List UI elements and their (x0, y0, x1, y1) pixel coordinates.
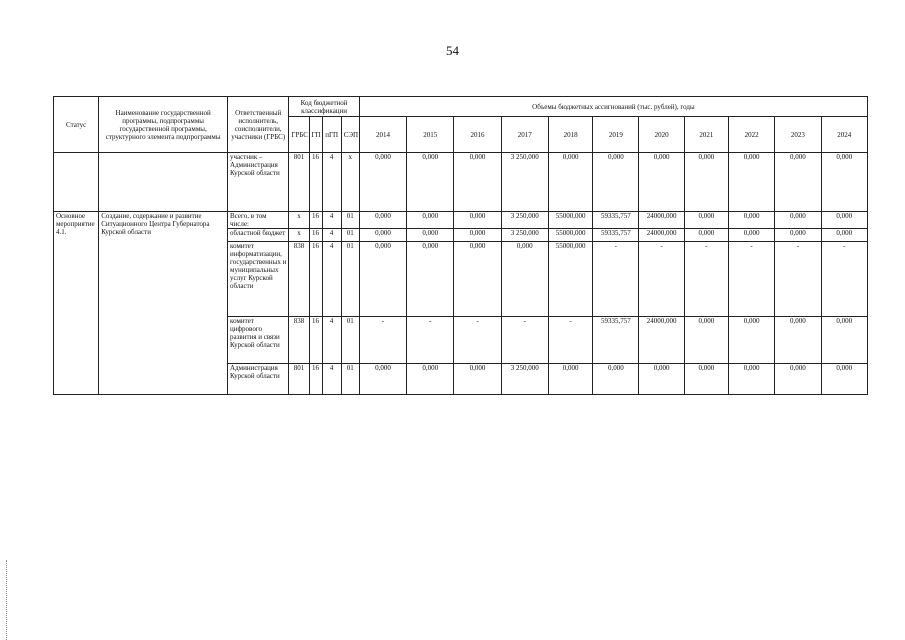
code-cell: 16 (309, 242, 322, 317)
value-cell: 0,000 (593, 364, 639, 395)
value-cell: 3 250,000 (501, 212, 548, 229)
header-code-sep: СЭП (341, 117, 359, 153)
value-cell: 24000,000 (639, 317, 684, 364)
value-cell: 0,000 (407, 364, 454, 395)
code-cell: х (289, 229, 309, 242)
value-cell: 0,000 (684, 317, 728, 364)
value-cell: 0,000 (548, 364, 592, 395)
value-cell: 3 250,000 (501, 364, 548, 395)
value-cell: 0,000 (728, 364, 774, 395)
value-cell: 55000,000 (548, 212, 592, 229)
value-cell: 0,000 (454, 153, 501, 212)
table-row (54, 153, 868, 212)
code-cell: х (341, 153, 359, 212)
value-cell: 0,000 (821, 364, 868, 395)
executor-cell: участник – Администрация Курской области (228, 153, 289, 212)
header-year-2015: 2015 (407, 117, 454, 153)
code-cell: 16 (309, 212, 322, 229)
code-cell: 4 (322, 364, 341, 395)
header-year-2022: 2022 (728, 117, 774, 153)
value-cell: 0,000 (775, 364, 821, 395)
header-code-pgp: пГП (322, 117, 341, 153)
code-cell: 16 (309, 153, 322, 212)
value-cell: 0,000 (407, 153, 454, 212)
value-cell: 24000,000 (639, 229, 684, 242)
header-year-2018: 2018 (548, 117, 592, 153)
value-cell: 24000,000 (639, 212, 684, 229)
code-cell: 01 (341, 317, 359, 364)
value-cell: 0,000 (407, 242, 454, 317)
value-cell: 0,000 (728, 153, 774, 212)
measure-status-cell: Основное мероприятие 4.1. (54, 212, 99, 395)
header-code-grbs: ГРБС (289, 117, 309, 153)
code-cell: 4 (322, 212, 341, 229)
value-cell: 0,000 (454, 229, 501, 242)
code-cell: 838 (289, 317, 309, 364)
value-cell: 0,000 (407, 212, 454, 229)
code-cell: 4 (322, 153, 341, 212)
code-cell: х (289, 212, 309, 229)
value-cell: 0,000 (454, 242, 501, 317)
value-cell: 0,000 (593, 153, 639, 212)
value-cell: - (359, 317, 406, 364)
value-cell: 0,000 (454, 212, 501, 229)
header-year-2020: 2020 (639, 117, 684, 153)
value-cell: 0,000 (359, 242, 406, 317)
value-cell: 0,000 (501, 242, 548, 317)
executor-cell: Всего, в том числе: (228, 212, 289, 229)
code-cell: 4 (322, 242, 341, 317)
value-cell: 0,000 (775, 153, 821, 212)
value-cell: 0,000 (359, 364, 406, 395)
value-cell: 0,000 (821, 317, 868, 364)
value-cell: 0,000 (639, 153, 684, 212)
page-number: 54 (446, 43, 459, 58)
value-cell: 0,000 (639, 364, 684, 395)
value-cell: 0,000 (684, 229, 728, 242)
value-cell: 0,000 (728, 317, 774, 364)
header-year-2024: 2024 (821, 117, 868, 153)
code-cell: 16 (309, 317, 322, 364)
code-cell: 01 (341, 242, 359, 317)
value-cell: 0,000 (684, 212, 728, 229)
value-cell: 0,000 (359, 229, 406, 242)
header-code-gp: ГП (309, 117, 322, 153)
code-cell: 4 (322, 317, 341, 364)
value-cell: 59335,757 (593, 212, 639, 229)
code-cell: 01 (341, 212, 359, 229)
value-cell: - (548, 317, 592, 364)
value-cell: 3 250,000 (501, 229, 548, 242)
budget-table (53, 96, 868, 395)
status-cell (54, 153, 99, 212)
value-cell: 0,000 (775, 229, 821, 242)
value-cell: 0,000 (821, 153, 868, 212)
value-cell: 3 250,000 (501, 153, 548, 212)
header-name: Наименование государственной программы, подпрограммы государственной программы, структурного элемента подпрограммы (99, 97, 228, 153)
value-cell: - (501, 317, 548, 364)
table-row (54, 212, 868, 229)
header-budget-code: Код бюджетной классификации (289, 97, 359, 117)
value-cell: 55000,000 (548, 229, 592, 242)
value-cell: 0,000 (684, 364, 728, 395)
scan-edge-mark (6, 560, 8, 640)
value-cell: 0,000 (728, 212, 774, 229)
header-year-2021: 2021 (684, 117, 728, 153)
code-cell: 01 (341, 364, 359, 395)
value-cell: 0,000 (821, 212, 868, 229)
header-year-2017: 2017 (501, 117, 548, 153)
executor-cell: комитет цифрового развития и связи Курской области (228, 317, 289, 364)
name-cell (99, 153, 228, 212)
value-cell: 0,000 (359, 212, 406, 229)
value-cell: - (821, 242, 868, 317)
value-cell: 0,000 (821, 229, 868, 242)
executor-cell: Администрация Курской области (228, 364, 289, 395)
value-cell: - (407, 317, 454, 364)
value-cell: - (593, 242, 639, 317)
value-cell: 59335,757 (593, 229, 639, 242)
value-cell: 0,000 (728, 229, 774, 242)
value-cell: 0,000 (548, 153, 592, 212)
code-cell: 801 (289, 153, 309, 212)
code-cell: 838 (289, 242, 309, 317)
value-cell: 55000,000 (548, 242, 592, 317)
code-cell: 16 (309, 364, 322, 395)
header-year-2023: 2023 (775, 117, 821, 153)
value-cell: 59335,757 (593, 317, 639, 364)
value-cell: - (684, 242, 728, 317)
executor-cell: областной бюджет (228, 229, 289, 242)
code-cell: 4 (322, 229, 341, 242)
value-cell: - (728, 242, 774, 317)
header-year-2016: 2016 (454, 117, 501, 153)
code-cell: 16 (309, 229, 322, 242)
value-cell: 0,000 (359, 153, 406, 212)
value-cell: 0,000 (775, 317, 821, 364)
header-status: Статус (54, 97, 99, 153)
header-executor: Ответственный исполнитель, соисполнители, участники (ГРБС) (228, 97, 289, 153)
value-cell: 0,000 (775, 212, 821, 229)
measure-name-cell: Создание, содержание и развитие Ситуационного Центра Губернатора Курской области (99, 212, 228, 395)
executor-cell: комитет информатизации, государственных и муниципальных услуг Курской области (228, 242, 289, 317)
value-cell: 0,000 (684, 153, 728, 212)
header-year-2019: 2019 (593, 117, 639, 153)
code-cell: 01 (341, 229, 359, 242)
value-cell: 0,000 (454, 364, 501, 395)
value-cell: - (775, 242, 821, 317)
code-cell: 801 (289, 364, 309, 395)
header-year-2014: 2014 (359, 117, 406, 153)
value-cell: 0,000 (407, 229, 454, 242)
value-cell: - (639, 242, 684, 317)
header-volumes: Объемы бюджетных ассигнований (тыс. рублей), годы (359, 97, 867, 117)
value-cell: - (454, 317, 501, 364)
